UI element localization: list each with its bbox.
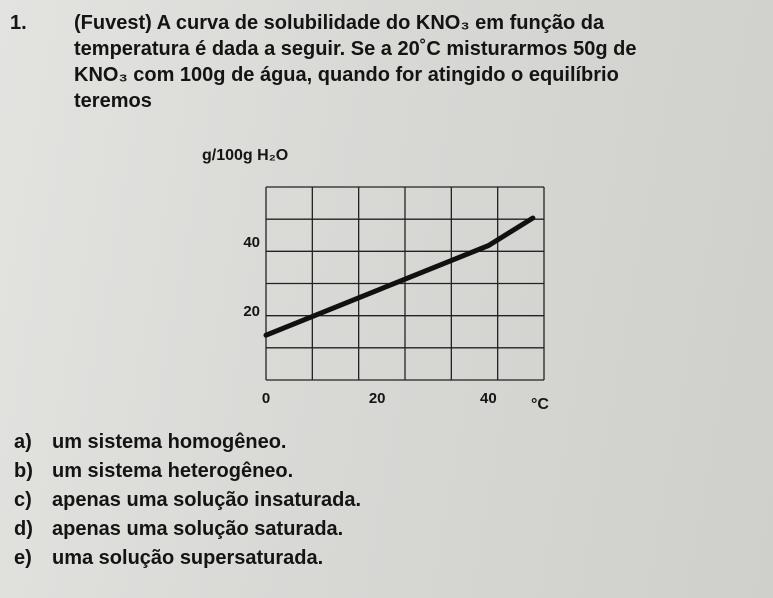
question-line: teremos bbox=[74, 90, 152, 112]
y-tick-label: 40 bbox=[243, 234, 260, 252]
option-letter: a) bbox=[14, 431, 32, 453]
option-text: uma solução supersaturada. bbox=[52, 547, 324, 569]
option-b[interactable] bbox=[14, 457, 754, 486]
question-line: temperatura é dada a seguir. Se a 20˚C misturarmos 50g de bbox=[74, 38, 637, 60]
option-text: apenas uma solução insaturada. bbox=[52, 489, 361, 511]
chart-series bbox=[266, 218, 533, 335]
y-tick-label: 20 bbox=[243, 303, 260, 321]
solubility-chart-svg bbox=[190, 140, 570, 420]
option-c[interactable] bbox=[14, 486, 754, 515]
question-line: KNO₃ com 100g de água, quando for atingido o equilíbrio bbox=[74, 64, 619, 86]
x-tick-label: 40 bbox=[480, 390, 497, 407]
option-letter: e) bbox=[14, 547, 32, 569]
x-tick-label: 20 bbox=[368, 390, 386, 407]
option-a[interactable] bbox=[14, 428, 754, 457]
option-letter: d) bbox=[14, 518, 33, 540]
option-letter: b) bbox=[14, 460, 33, 482]
option-letter: c) bbox=[14, 489, 32, 511]
question-body bbox=[74, 10, 765, 114]
answer-options bbox=[14, 428, 754, 573]
solubility-chart bbox=[190, 140, 570, 420]
option-text: um sistema heterogêneo. bbox=[52, 460, 294, 482]
option-d[interactable] bbox=[14, 515, 754, 544]
x-axis-unit: °C bbox=[531, 396, 549, 413]
option-e[interactable] bbox=[14, 544, 754, 573]
chart-grid bbox=[266, 187, 544, 380]
question-statement bbox=[10, 10, 765, 114]
solubility-curve bbox=[266, 218, 533, 335]
option-text: um sistema homogêneo. bbox=[52, 431, 287, 453]
option-text: apenas uma solução saturada. bbox=[52, 518, 344, 540]
question-line: (Fuvest) A curva de solubilidade do KNO₃ em função da bbox=[74, 12, 605, 34]
y-axis-label: g/100g H₂O bbox=[202, 147, 289, 164]
x-tick-label: 0 bbox=[261, 390, 271, 407]
question-number: 1. bbox=[10, 12, 27, 34]
